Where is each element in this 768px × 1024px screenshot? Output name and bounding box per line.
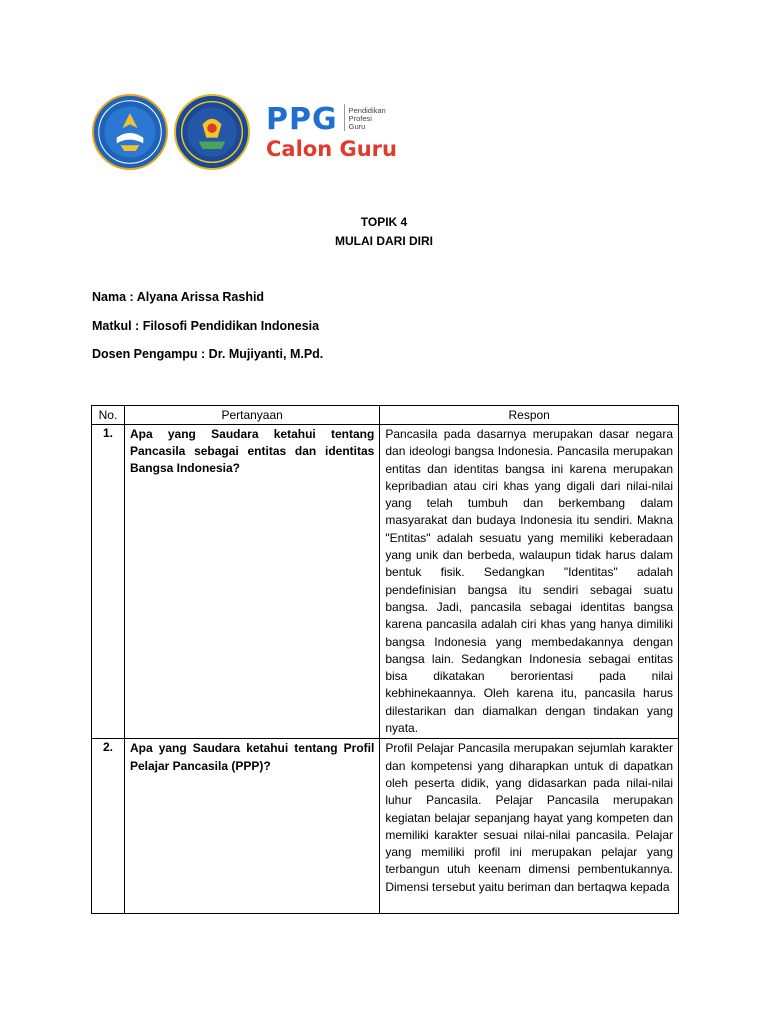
row-response: Profil Pelajar Pancasila merupakan sejumlah karakter dan kompetensi yang diharapkan untuk di dapatkan oleh peserta didik, yang didasarkan pada nilai-nilai luhur Pancasila. Pelajar Pancasila merupakan kegiatan belajar sepanjang hayat yang kompeten dan memiliki karakter sesuai nilai-nilai pancasila. Pelajar yang memiliki profil ini merupakan pelajar yang terbangun utuh keenam dimensi pembentukannya. Dimensi tersebut yaitu beriman dan bertaqwa kepada [380,739,679,914]
universitas-lampung-logo-icon [174,94,250,170]
ppg-logo-text: PPG [266,101,338,137]
ppg-logo-subtext: Pendidikan Profesi Guru [344,104,386,131]
student-name: Nama : Alyana Arissa Rashid [92,290,265,304]
header-no: No. [92,406,125,425]
row-question: Apa yang Saudara ketahui tentang Profil Pelajar Pancasila (PPP)? [124,739,379,914]
header-question: Pertanyaan [124,406,379,425]
header-response: Respon [380,406,679,425]
tut-wuri-handayani-logo-icon [92,94,168,170]
header-logos [92,92,397,172]
course-name: Matkul : Filosofi Pendidikan Indonesia [92,319,320,333]
calon-guru-logo-text: Calon Guru [266,136,397,161]
table-header-row [92,406,679,425]
topic-subtitle: MULAI DARI DIRI [335,234,433,248]
table-row [92,739,679,914]
table-row [92,425,679,739]
row-number: 2. [92,739,125,914]
ppg-calon-guru-logo [266,94,397,170]
lecturer-name: Dosen Pengampu : Dr. Mujiyanti, M.Pd. [92,347,324,361]
row-question: Apa yang Saudara ketahui tentang Pancasila sebagai entitas dan identitas Bangsa Indonesia? [124,425,379,739]
row-number: 1. [92,425,125,739]
question-response-table [91,405,679,914]
topic-title: TOPIK 4 [360,215,408,229]
row-response: Pancasila pada dasarnya merupakan dasar negara dan ideologi bangsa Indonesia. Pancasila merupakan entitas dan identitas bangsa ini karena merupakan kepribadian atau ciri khas yang digali dari nilai-nilai yang telah tumbuh dan berkembang dalam masyarakat dan budaya Indonesia itu sendiri. Makna "Entitas" adalah sesuatu yang memiliki keberadaan yang unik dan berbeda, walaupun tidak harus dalam bentuk fisik. Sedangkan "Identitas" adalah pendefinisian bangsa itu sendiri sebagai suatu bangsa. Jadi, pancasila sebagai identitas bangsa karena pancasila adalah ciri khas yang hanya dimiliki bangsa Indonesia yang membedakannya dengan bangsa lain. Sedangkan Indonesia sebagai entitas bisa dikatakan berorientasi pada nilai kebhinekaannya. Oleh karena itu, pancasila harus dilestarikan dan diamalkan dengan tindakan yang nyata. [380,425,679,739]
